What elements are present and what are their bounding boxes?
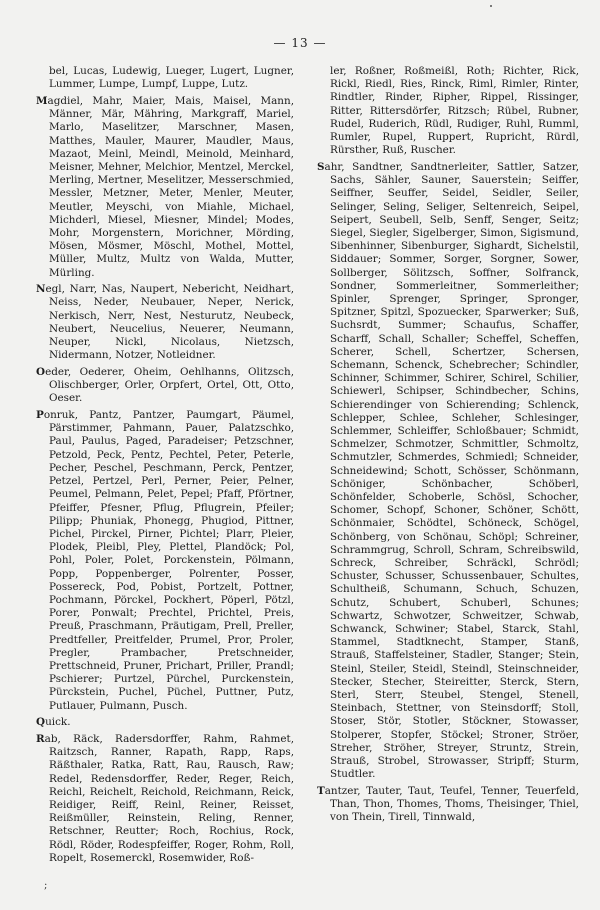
entry-text: onruk, Pantz, Pantzer, Paumgart, Päumel, Pärstimmer, Pahmann, Pauer, Palatzschko, Paul, Paulus, Paged, Paradeiser; Petzschner, Petzold, Peck, Pentz, Pechtel, Peter, Peterle, Pecher, Peschel, Peschmann, Perck, Pentzer, Petzel, Pertzel, Perl, Perner, Peier, Pelner, Peumel, Pelmann, Pelet, Pepel; Pfaff, Pförtner, Pfeiffer, Pfesner, Pflug, Pflugrein, Pfeiler; Pilipp; Phuniak, Phonegg, Phugiod, Pittner, Pichel, Pirckel, Pirner, Pichtel; Plarr, Pleier, Plodek, Pleibl, Pley, Plettel, Plandöck; Pol, Pohl, Poler, Polet, Porckenstein, Pölmann, Popp, Poppenberger, Polrenter, Posser, Possereck, Pod, Pobist, Portzelt, Pottner, Pochmann, Pörckel, Pockhert, Pöperl, Pötzl, Porer, Ponwalt; Prechtel, Prichtel, Preis, Preuß, Praschmann, Präutigam, Prell, Preller, Predtfeller, Preitfelder, Prumel, Pror, Proler, Pregler, Prambacher, Pretschneider, Prettschneid, Pruner, Prichart, Priller, Prandl; Pschierer; Purtzel, Pürchel, Purckenstein, Pürckstein, Puchel, Püchel, Puttner, Putz, Putlauer, Pulmann, Pusch. xyxy=(43,409,294,712)
list-entry-n xyxy=(36,283,294,362)
list-entry-m xyxy=(36,95,294,280)
list-entry-q xyxy=(36,716,294,729)
entry-text: ab, Räck, Radersdorffer, Rahm, Rahmet, Raitzsch, Ranner, Rapath, Rapp, Raps, Räßthaler, Ratka, Ratt, Rau, Rausch, Raw; Redel, Redensdorffer, Reder, Reger, Reich, Reichl, Reichelt, Reichold, Reichmann, Reick, Reidiger, Reiff, Reinl, Reiner, Reisset, Reißmüller, Reinstein, Reling, Renner, Retschner, Reutter; Roch, Rochius, Rock, Rödl, Röder, Rodespfeiffer, Roger, Rohm, Roll, Ropelt, Rosemerckl, Rosemwider, Roß- xyxy=(44,732,294,864)
entry-initial: Q xyxy=(36,716,46,729)
entry-text: ahr, Sandtner, Sandtnerleiter, Sattler, Satzer, Sachs, Sähler, Sauner, Sauerstein; Seiffer, Seiffner, Seuffer, Seidel, Seidler, Seiler, Selinger, Seling, Seliger, Seltenreich, Seipel, Seipert, Seubell, Selb, Senff, Senger, Seitz; Siegel, Siegler, Sigelberger, Simon, Sigismund, Sibenhinner, Sibenburger, Sighardt, Sichelstil, Siddauer; Sommer, Sorger, Sorgner, Sower, Sollberger, Sölitzsch, Soffner, Solfranck, Sondner, Sommerleitner, Sommerleither; Spinler, Sprenger, Springer, Spronger, Spitzner, Spitzl, Spozuecker, Sparwerker; Suß, Suchsrdt, Summer; Schaufus, Schaffer, Scharff, Schall, Schaller; Scheffel, Scheffen, Scherer, Schell, Schertzer, Schersen, Schemann, Schenck, Schebrecher; Schindler, Schinner, Schimmer, Schirer, Schirel, Schilier, Schiewerl, Schipser, Schindbecher, Schins, Schierendinger von Schierending; Schlenck, Schlepper, Schlee, Schleher, Schlesinger, Schlemmer, Schleiffer, Schloßbauer; Schmidt, Schmelzer, Schmotzer, Schmittler, Schmoltz, Schmutzler, Schmerdes, Schmiedl; Schneider, Schneidewind; Schott, Schösser, Schönmann, Schöniger, Schönbacher, Schöberl, Schönfelder, Schoberle, Schösl, Schocher, Schomer, Schopf, Schoner, Schöner, Schött, Schönmaier, Schödtel, Schöneck, Schögel, Schönberg, von Schönau, Schöpl; Schreiner, Schrammgrug, Schroll, Schram, Schreibswild, Schreck, Schreiber, Schräckl, Schrödl; Schuster, Schusser, Schussenbauer, Schultes, Schultheiß, Schumann, Schuch, Schuzen, Schutz, Schubert, Schuberl, Schunes; Schwartz, Schwotzer, Schweitzer, Schwab, Schwanck, Schwiner; Stabel, Starck, Stahl, Stammel, Stadtknecht, Stamper, Stanß, Strauß, Staffelsteiner, Stadler, Stanger; Stein, Steinl, Steiler, Steidl, Steindl, Steinschneider, Stecker, Stecher, Steireitter, Sterck, Stern, Sterl, Sterr, Steubel, Stengel, Stenell, Steinbach, Stettner, von Steinsdorff; Stoll, Stoser, Stör, Stotler, Stöckner, Stowasser, Stolperer, Stopfer, Stöckel; Stroner, Ströer, Streher, Ströher, Streyer, Struntz, Strein, Strauß, Strobel, Strowasser, Stripff; Sturm, Studtler. xyxy=(324,160,579,781)
entry-initial: O xyxy=(36,365,46,378)
page-number: — 13 — xyxy=(273,36,327,50)
scan-speck xyxy=(490,5,492,7)
entry-initial: T xyxy=(317,784,325,797)
list-entry-p xyxy=(36,409,294,713)
list-entry-t xyxy=(317,785,579,825)
list-entry-s xyxy=(317,161,579,782)
entry-text: antzer, Tauter, Taut, Teufel, Tenner, Teuerfeld, Than, Thon, Thomes, Thoms, Theisinger, Thiel, von Thein, Tirell, Tinnwald, xyxy=(324,784,579,824)
list-entry-o xyxy=(36,366,294,406)
right-column xyxy=(317,65,579,828)
list-entry xyxy=(36,65,294,91)
entry-text: uick. xyxy=(45,716,71,729)
entry-initial: S xyxy=(317,160,325,173)
entry-initial: R xyxy=(36,732,45,745)
entry-initial: P xyxy=(36,409,44,422)
entry-initial: N xyxy=(36,283,46,296)
entry-text: ler, Roßner, Roßmeißl, Roth; Richter, Rick, Rickl, Riedl, Ries, Rinck, Riml, Rimler, Rinter, Rindtler, Rinder, Ripher, Rippel, Rissinger, Ritter, Rittersdörfer, Ritzsch; Rübel, Rubner, Rudel, Ruderich, Rüdl, Rudiger, Ruhl, Rumml, Rumler, Rupel, Ruppert, Rupricht, Rürdl, Rürsther, Ruß, Ruscher. xyxy=(330,65,579,157)
list-entry-r xyxy=(36,733,294,865)
entry-text: bel, Lucas, Ludewig, Lueger, Lugert, Lugner, Lummer, Lumpe, Lumpf, Luppe, Lutz. xyxy=(49,65,294,91)
bottom-mark: ; xyxy=(44,880,48,891)
entry-text: eder, Oederer, Oheim, Oehlhanns, Olitzsch, Olischberger, Orler, Orpfert, Ortel, Ott, Otto, Oeser. xyxy=(45,365,294,405)
left-column xyxy=(36,65,294,868)
entry-text: egl, Narr, Nas, Naupert, Nebericht, Neidhart, Neiss, Neder, Neubauer, Neper, Nerick, Nerkisch, Nerr, Nest, Nesturutz, Neubeck, Neubert, Neucelius, Neuerer, Neumann, Neuper, Nickl, Nicolaus, Nietzsch, Nidermann, Notzer, Notleidner. xyxy=(45,283,294,362)
entry-initial: M xyxy=(36,94,48,107)
entry-text: agdiel, Mahr, Maier, Mais, Maisel, Mann, Männer, Mär, Mähring, Markgraff, Mariel, Marlo, Maselitzer, Marschner, Masen, Matthes, Mauler, Maurer, Maudler, Maus, Mazaot, Meinl, Meindl, Meinold, Meinhard, Meisner, Mehner, Melchior, Mentzel, Merckel, Merling, Mertner, Meselitzer, Messerschmied, Messler, Metzner, Meter, Menler, Meuter, Meutler, Meyschi, von Miahle, Michael, Michderl, Miesel, Miesner, Mindel; Modes, Mohr, Morgenstern, Morichner, Mörding, Mösen, Mösmer, Möschl, Mothel, Mottel, Müller, Multz, Multz von Walda, Mutter, Mürling. xyxy=(47,94,294,279)
list-entry xyxy=(317,65,579,157)
